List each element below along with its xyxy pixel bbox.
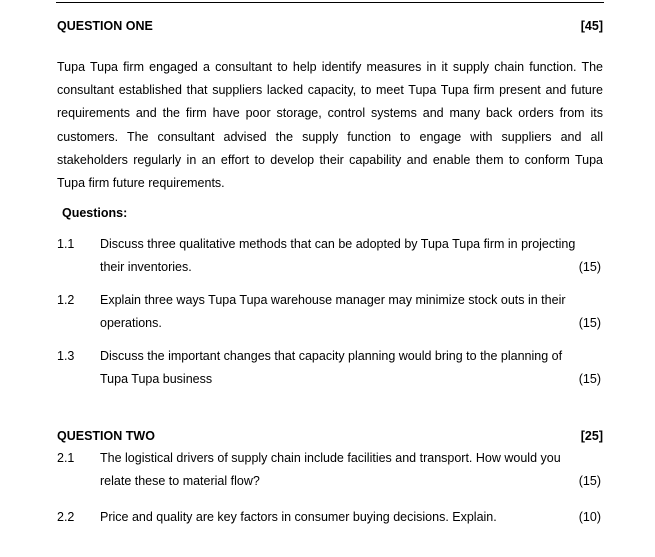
question-one-total: [45] — [580, 19, 603, 33]
top-rule — [56, 2, 604, 3]
item-number: 1.1 — [57, 237, 75, 251]
item-marks: (15) — [578, 474, 601, 489]
item-text-continued: operations. — [100, 316, 162, 331]
questions-label: Questions: — [62, 206, 128, 220]
item-text: Price and quality are key factors in consumer buying decisions. Explain. — [100, 510, 497, 524]
item-number: 1.3 — [57, 349, 75, 363]
item-text-continued: their inventories. — [100, 260, 192, 275]
question-one-intro: Tupa Tupa firm engaged a consultant to help identify measures in it supply chain function. The consultant established that suppliers lacked capacity, to meet Tupa Tupa firm present and future requirements and the firm have poor storage, control systems and many back orders from its customers. The consultant advised the supply function to engage with suppliers and all stakeholders regularly in an effort to develop their capability and enable them to conform Tupa Tupa firm future requirements. — [57, 60, 603, 191]
question-two-heading — [57, 428, 603, 444]
item-text-continued: relate these to material flow? — [100, 474, 260, 489]
item-number: 1.2 — [57, 293, 75, 307]
item-number: 2.1 — [57, 451, 75, 465]
item-text-continued: Tupa Tupa business — [100, 372, 213, 387]
item-marks: (15) — [578, 316, 601, 331]
item-text: The logistical drivers of supply chain include facilities and transport. How would you — [100, 451, 561, 465]
item-marks: (10) — [578, 510, 601, 524]
question-one-title: QUESTION ONE — [57, 19, 153, 33]
question-two-total: [25] — [580, 429, 603, 443]
question-one-heading — [57, 18, 603, 34]
question-two-title: QUESTION TWO — [57, 429, 155, 443]
item-marks: (15) — [578, 260, 601, 275]
item-number: 2.2 — [57, 510, 75, 524]
item-text: Explain three ways Tupa Tupa warehouse manager may minimize stock outs in their — [100, 293, 566, 307]
item-marks: (15) — [578, 372, 601, 387]
item-text: Discuss three qualitative methods that can be adopted by Tupa Tupa firm in projecting — [100, 237, 576, 251]
item-text: Discuss the important changes that capacity planning would bring to the planning of — [100, 349, 563, 363]
